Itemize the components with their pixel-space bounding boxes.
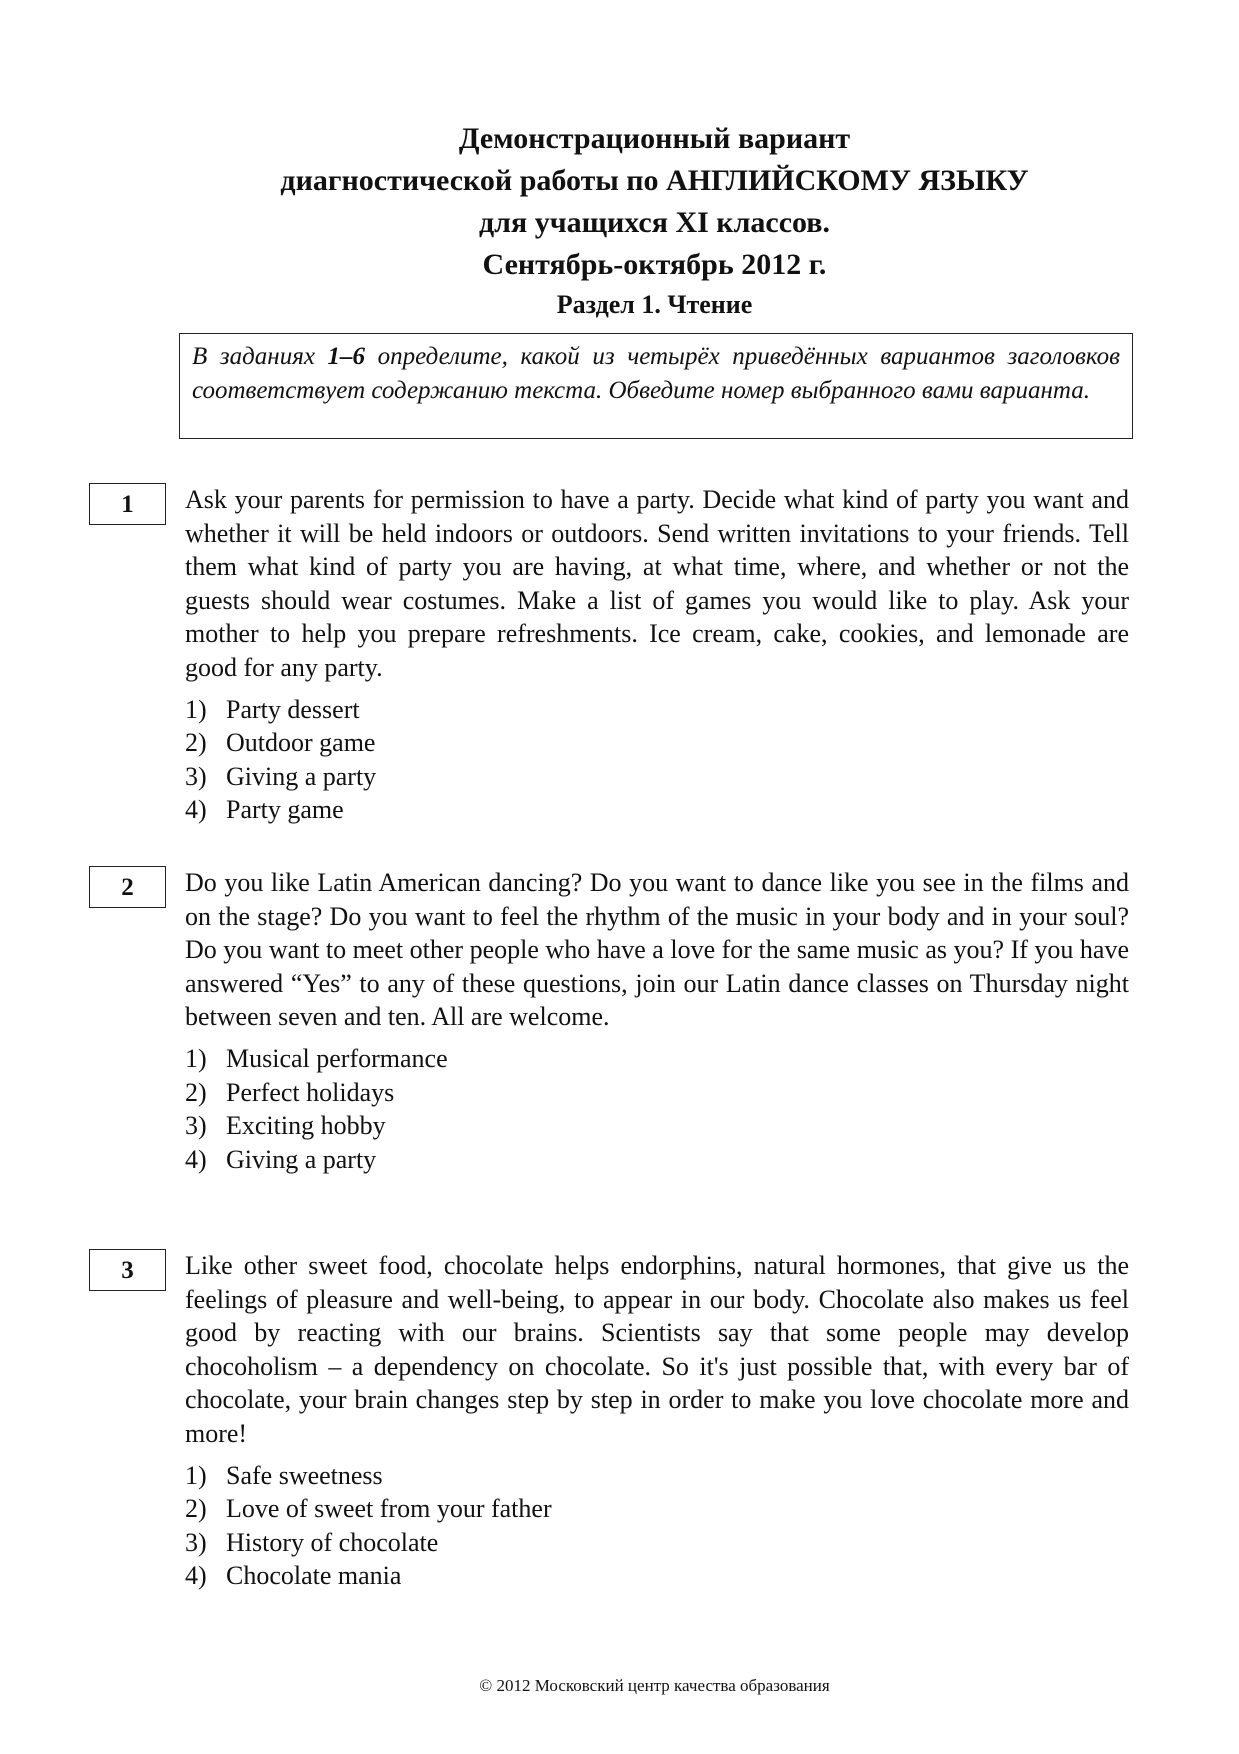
section-title: Раздел 1. Чтение <box>556 290 753 319</box>
task-passage: Do you like Latin American dancing? Do you want to dance like you see in the films and on the stage? Do you want to feel the rhythm of the music in your body and in your soul? Do you want to meet other people who have a love for the same music as you? If you have answered “Yes” to any of these questions, join our Latin dance classes on Thursday night between seven and ten. All are welcome. <box>185 868 1129 1032</box>
answer-option[interactable] <box>185 1109 1129 1143</box>
option-number[interactable]: 1) <box>185 1460 207 1490</box>
answer-option[interactable] <box>185 1042 1129 1076</box>
option-label: Party game <box>226 795 344 825</box>
task-body <box>185 866 1129 1176</box>
answer-option[interactable] <box>185 1526 1129 1560</box>
option-label: Safe sweetness <box>226 1460 383 1490</box>
answer-option[interactable] <box>185 726 1129 760</box>
answer-option[interactable] <box>185 793 1129 827</box>
answer-option[interactable] <box>185 1076 1129 1110</box>
option-label: Musical performance <box>226 1043 448 1073</box>
option-number[interactable]: 3) <box>185 761 207 791</box>
option-number[interactable]: 2) <box>185 1077 207 1107</box>
answer-options <box>185 693 1129 827</box>
option-number[interactable]: 4) <box>185 1561 207 1591</box>
answer-option[interactable] <box>185 760 1129 794</box>
option-number[interactable]: 1) <box>185 1043 207 1073</box>
option-number[interactable]: 3) <box>185 1111 207 1141</box>
title-line: Демонстрационный вариант <box>458 122 851 155</box>
title-line: Сентябрь-октябрь 2012 г. <box>482 248 827 281</box>
instruction-prefix: В заданиях <box>192 343 328 370</box>
answer-option[interactable] <box>185 1559 1129 1593</box>
option-label: Chocolate mania <box>226 1561 402 1591</box>
page-footer: © 2012 Московский центр качества образования <box>479 1676 830 1695</box>
option-label: Perfect holidays <box>226 1077 395 1107</box>
instruction-range: 1–6 <box>327 343 366 370</box>
answer-options <box>185 1459 1129 1593</box>
instruction-box <box>179 333 1133 439</box>
option-label: Outdoor game <box>226 728 376 758</box>
option-number[interactable]: 3) <box>185 1527 207 1557</box>
title-line: диагностической работы по АНГЛИЙСКОМУ ЯЗЫКУ <box>280 164 1029 197</box>
option-number[interactable]: 4) <box>185 795 207 825</box>
task-body <box>185 483 1129 827</box>
title-line: для учащихся XI классов. <box>479 206 830 239</box>
option-number[interactable]: 1) <box>185 694 207 724</box>
option-number[interactable]: 2) <box>185 728 207 758</box>
instruction-text: определите, какой из четырёх приведённых вариантов заголовков соответствует содержанию текста. Обведите номер выбранного вами варианта. <box>192 343 1120 404</box>
document-title <box>35 118 1239 286</box>
option-number[interactable]: 4) <box>185 1144 207 1174</box>
answer-option[interactable] <box>185 1459 1129 1493</box>
task-number-box[interactable]: 1 <box>89 483 166 525</box>
option-label: Exciting hobby <box>226 1111 386 1141</box>
answer-option[interactable] <box>185 1143 1129 1177</box>
option-label: Party dessert <box>226 694 360 724</box>
task-number-box[interactable]: 3 <box>89 1249 166 1291</box>
answer-options <box>185 1042 1129 1176</box>
task-passage: Ask your parents for permission to have a party. Decide what kind of party you want and whether it will be held indoors or outdoors. Send written invitations to your friends. Tell them what kind of party you are having, at what time, where, and whether or not the guests should wear costumes. Make a list of games you would like to play. Ask your mother to help you prepare refreshments. Ice cream, cake, cookies, and lemonade are good for any party. <box>185 485 1129 682</box>
answer-option[interactable] <box>185 1492 1129 1526</box>
option-label: Love of sweet from your father <box>226 1494 552 1524</box>
option-label: History of chocolate <box>226 1527 439 1557</box>
answer-option[interactable] <box>185 693 1129 727</box>
option-number[interactable]: 2) <box>185 1494 207 1524</box>
task-body <box>185 1249 1129 1593</box>
option-label: Giving a party <box>226 761 377 791</box>
option-label: Giving a party <box>226 1144 377 1174</box>
task-number-box[interactable]: 2 <box>89 866 166 908</box>
task-passage: Like other sweet food, chocolate helps endorphins, natural hormones, that give us the feelings of pleasure and well-being, to appear in our body. Chocolate also makes us feel good by reacting with our brains. Scientists say that some people may develop chocoholism – a dependency on chocolate. So it's just possible that, with every bar of chocolate, your brain changes step by step in order to make you love chocolate more and more! <box>185 1251 1129 1448</box>
